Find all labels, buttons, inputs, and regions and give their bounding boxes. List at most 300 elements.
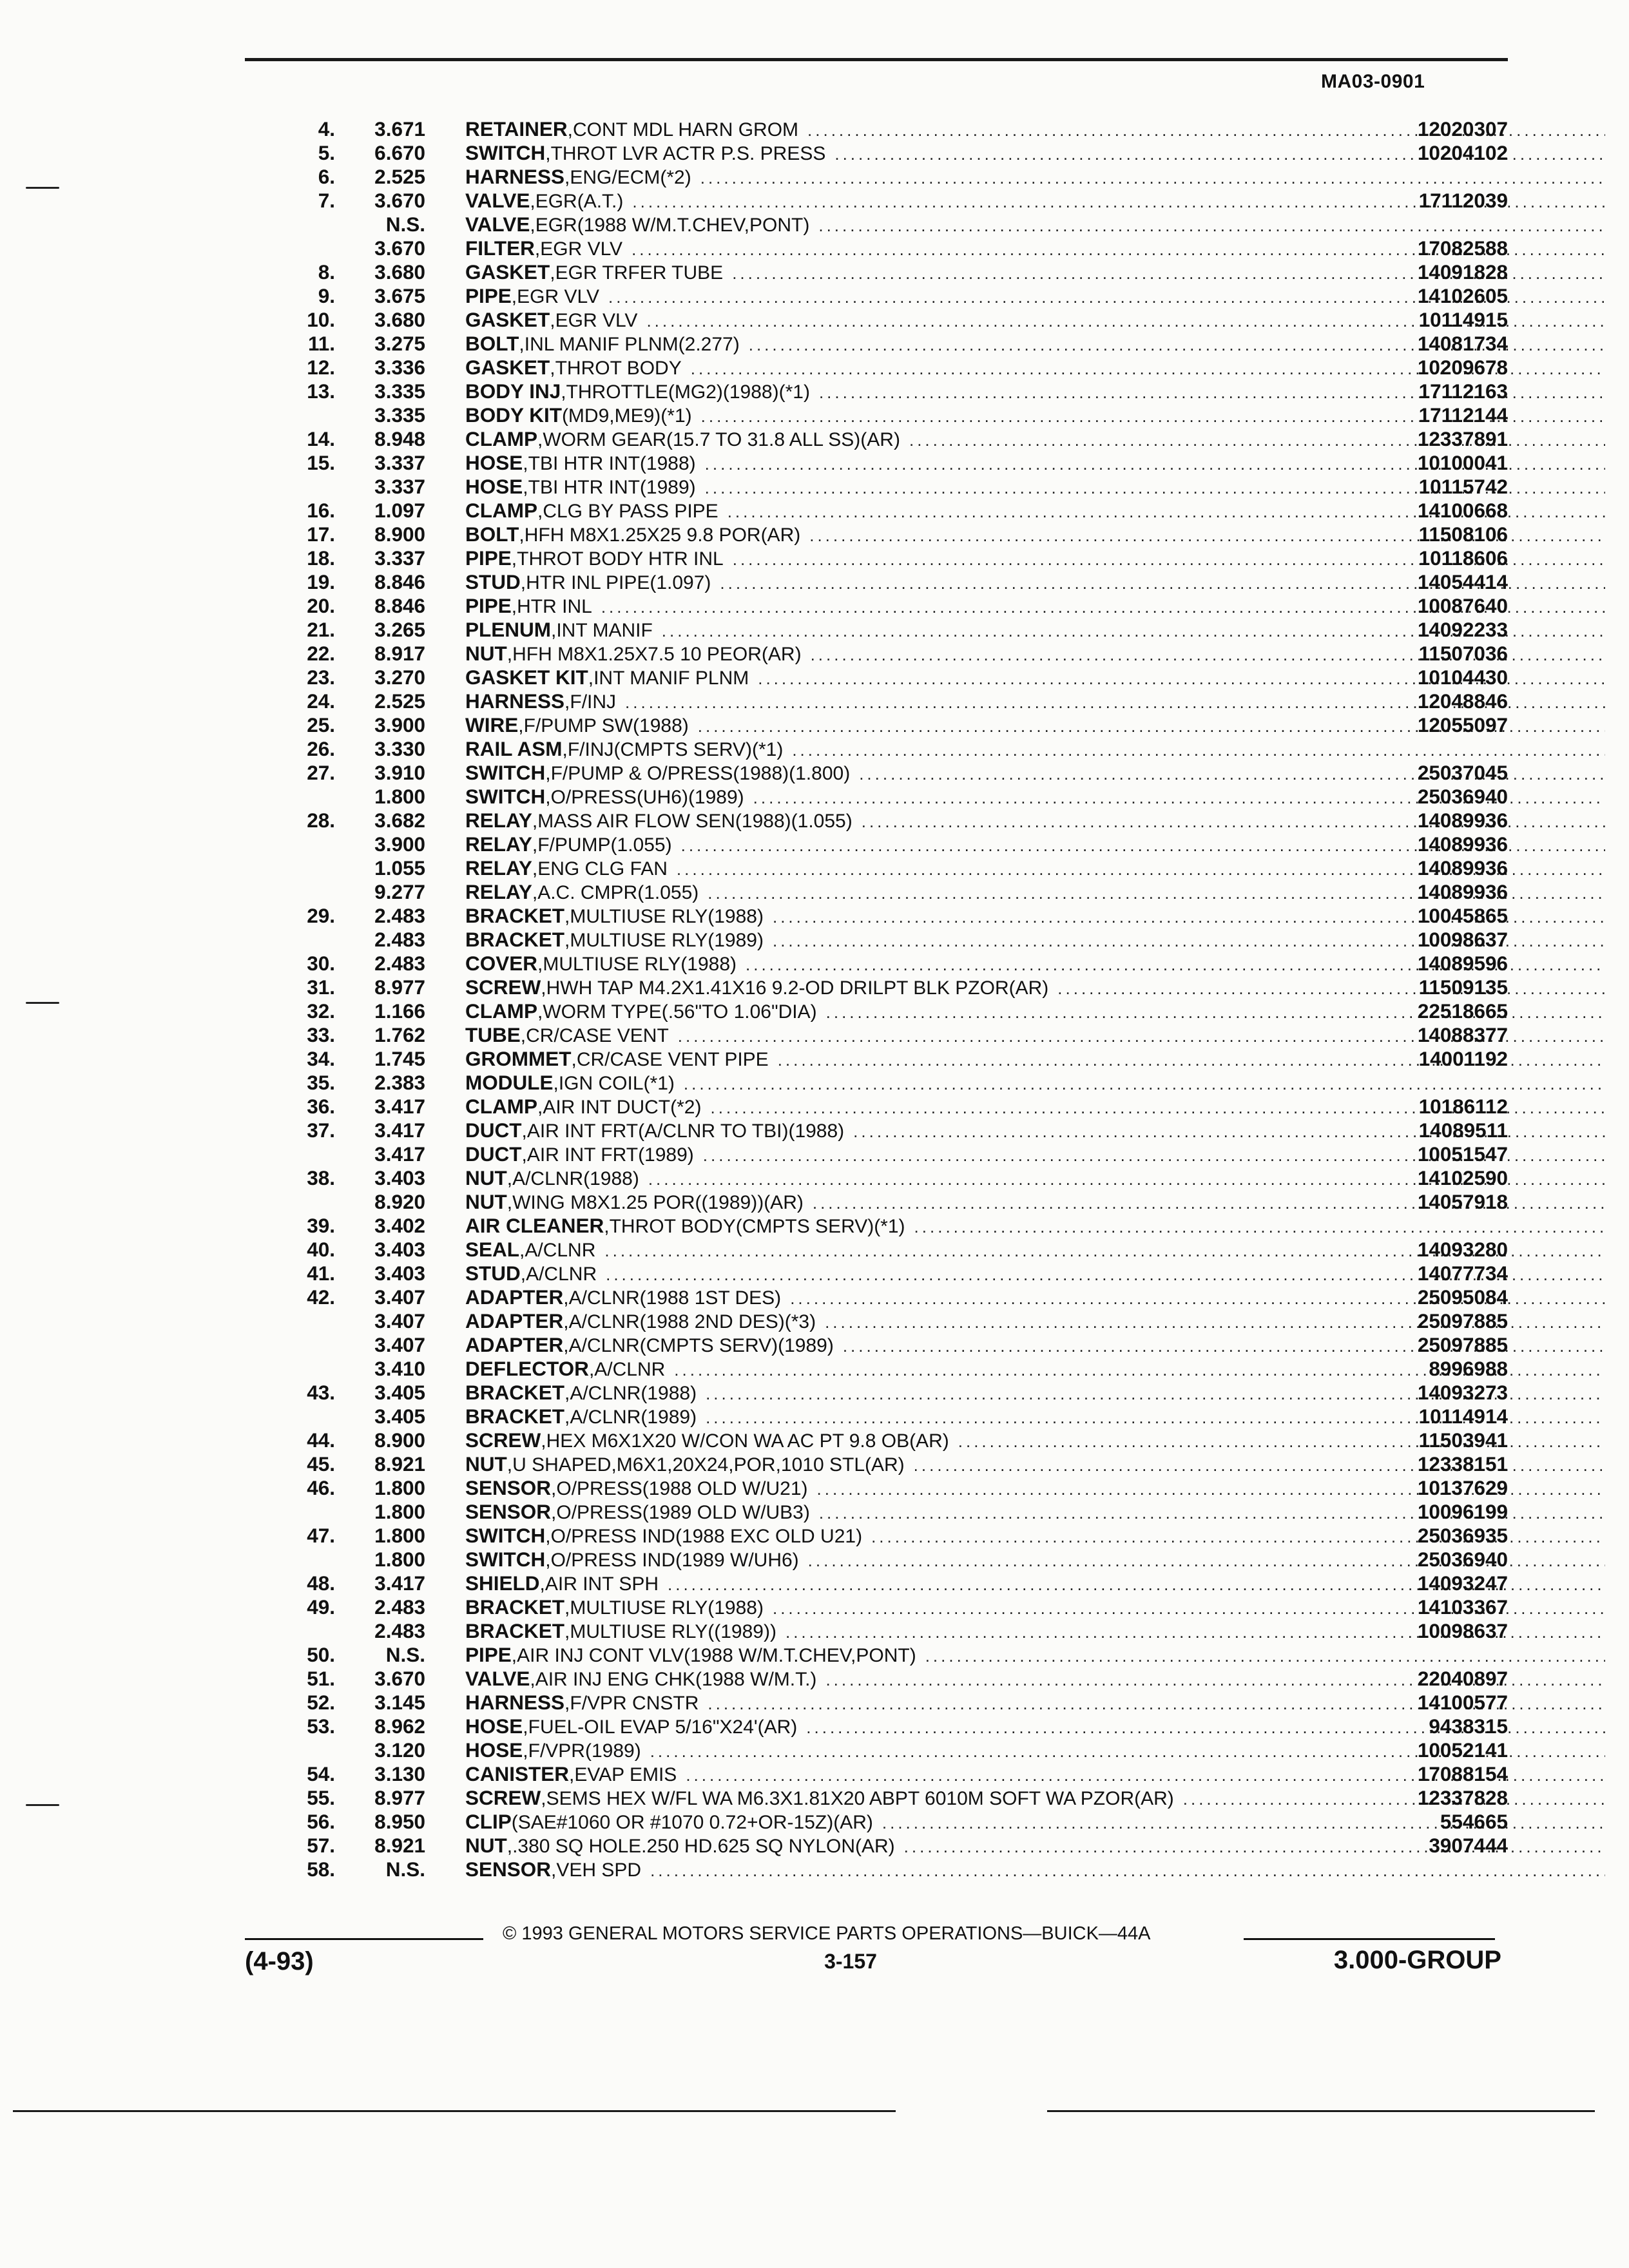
part-number: 10045865 (1417, 904, 1508, 927)
part-row (245, 1023, 1508, 1047)
part-spec: ,.380 SQ HOLE.250 HD.625 SQ NYLON(AR) (506, 1836, 895, 1857)
group-number: 1.800 (374, 1500, 425, 1523)
part-number: 25036935 (1417, 1524, 1508, 1547)
group-number: 2.483 (374, 928, 425, 951)
part-row (245, 380, 1508, 403)
part-number: 14092233 (1417, 618, 1508, 641)
part-row (245, 236, 1508, 260)
part-row (245, 1810, 1508, 1834)
margin-mark (26, 1002, 59, 1004)
ref-number: 51. (307, 1667, 335, 1690)
part-spec: (SAE#1060 OR #1070 0.72+OR-15Z)(AR) (511, 1812, 873, 1833)
ref-number: 48. (307, 1571, 335, 1595)
ref-number: 43. (307, 1381, 335, 1404)
group-number: 3.680 (374, 308, 425, 331)
part-name: NUT (465, 1452, 507, 1475)
group-number: 3.402 (374, 1214, 425, 1237)
group-number: 3.145 (374, 1691, 425, 1714)
part-spec: ,AIR INT FRT(A/CLNR TO TBI)(1988) (521, 1120, 845, 1142)
group-number: 1.800 (374, 1548, 425, 1571)
part-spec: ,INT MANIF PLNM (588, 668, 749, 689)
part-number: 14102605 (1417, 284, 1508, 307)
group-number: 3.417 (374, 1142, 425, 1166)
part-number: 10087640 (1417, 594, 1508, 617)
dot-leader (684, 1072, 1605, 1096)
part-name: VALVE (465, 189, 530, 212)
part-name: BOLT (465, 332, 519, 355)
part-number: 10114915 (1418, 308, 1508, 331)
copyright-notice: © 1993 GENERAL MOTORS SERVICE PARTS OPERATIONS—BUICK—44A (503, 1923, 1151, 1944)
part-name: HOSE (465, 475, 523, 498)
group-number: 3.337 (374, 451, 425, 474)
part-name: SENSOR (465, 1500, 552, 1523)
part-number: 12337891 (1417, 427, 1508, 450)
group-number: 2.383 (374, 1071, 425, 1094)
part-spec: ,AIR INT DUCT(*2) (537, 1097, 702, 1118)
group-number: 8.950 (374, 1810, 425, 1833)
part-spec: ,O/PRESS IND(1988 EXC OLD U21) (545, 1526, 863, 1547)
part-row (245, 213, 1508, 236)
part-row (245, 1381, 1508, 1405)
part-row (245, 189, 1508, 213)
group-number: 2.483 (374, 1619, 425, 1642)
part-row (245, 1715, 1508, 1738)
part-name: RELAY (465, 880, 532, 903)
part-row (245, 1786, 1508, 1810)
part-number: 14001192 (1418, 1047, 1508, 1070)
group-number: 8.921 (374, 1452, 425, 1475)
part-name: NUT (465, 1834, 507, 1857)
part-spec: ,THROTTLE(MG2)(1988)(*1) (561, 381, 810, 403)
part-number: 17112163 (1418, 380, 1508, 403)
part-description (465, 1858, 1609, 1883)
part-row (245, 1595, 1508, 1619)
ref-number: 28. (307, 809, 335, 832)
ref-number: 34. (307, 1047, 335, 1070)
ref-number: 16. (307, 499, 335, 522)
group-number: 1.762 (374, 1023, 425, 1046)
page-code: MA03-0901 (1321, 71, 1425, 92)
part-spec: ,O/PRESS(1989 OLD W/UB3) (551, 1502, 810, 1523)
group-number: 1.097 (374, 499, 425, 522)
part-row (245, 451, 1508, 475)
group-number: 1.055 (374, 856, 425, 879)
part-row (245, 856, 1508, 880)
part-number: 25036940 (1417, 785, 1508, 808)
part-spec: ,TBI HTR INT(1988) (523, 453, 696, 474)
group-number: 8.900 (374, 1428, 425, 1452)
ref-number: 36. (307, 1095, 335, 1118)
margin-mark (26, 1804, 59, 1806)
group-number: 1.745 (374, 1047, 425, 1070)
part-name: SWITCH (465, 1524, 546, 1547)
part-number: 17112144 (1418, 403, 1508, 427)
part-row (245, 713, 1508, 737)
dot-leader (792, 738, 1605, 762)
part-spec: ,SEMS HEX W/FL WA M6.3X1.81X20 ABPT 6010M SOFT WA PZOR(AR) (541, 1788, 1174, 1809)
part-number: 3907444 (1429, 1834, 1508, 1857)
part-number: 12048846 (1417, 689, 1508, 713)
group-number: 3.403 (374, 1166, 425, 1189)
group-number: 3.335 (374, 380, 425, 403)
part-name: CANISTER (465, 1762, 570, 1785)
part-name: CLAMP (465, 427, 537, 450)
part-number: 14054414 (1417, 570, 1508, 593)
ref-number: 12. (307, 356, 335, 379)
part-name: PIPE (465, 284, 512, 307)
part-name: BRACKET (465, 1381, 564, 1404)
part-row (245, 165, 1508, 189)
part-spec: ,THROT BODY HTR INL (511, 548, 724, 570)
group-number: 8.977 (374, 975, 425, 999)
part-number: 10204102 (1417, 141, 1508, 164)
ref-number: 55. (307, 1786, 335, 1809)
group-number: 3.910 (374, 761, 425, 784)
part-spec: ,TBI HTR INT(1989) (523, 477, 696, 498)
group-number: 3.337 (374, 475, 425, 498)
part-row (245, 1548, 1508, 1571)
group-number: 3.407 (374, 1309, 425, 1332)
part-number: 10104430 (1417, 666, 1508, 689)
group-number: 2.483 (374, 952, 425, 975)
part-row (245, 1333, 1508, 1357)
group-number: 3.275 (374, 332, 425, 355)
group-number: 3.270 (374, 666, 425, 689)
ref-number: 11. (307, 332, 335, 355)
ref-number: 22. (307, 642, 335, 665)
part-spec: ,F/VPR CNSTR (564, 1693, 699, 1714)
part-spec: ,A/CLNR (520, 1264, 597, 1285)
group-number: 2.525 (374, 165, 425, 188)
ref-number: 29. (307, 904, 335, 927)
part-number: 10186112 (1418, 1095, 1508, 1118)
part-spec: ,EGR(1988 W/M.T.CHEV,PONT) (530, 215, 810, 236)
part-spec: ,WING M8X1.25 POR((1989))(AR) (506, 1192, 804, 1213)
group-number: 3.410 (374, 1357, 425, 1380)
part-spec: ,O/PRESS(UH6)(1989) (545, 787, 744, 808)
part-spec: ,MULTIUSE RLY(1989) (564, 930, 764, 951)
part-name: GASKET (465, 260, 550, 284)
part-spec: ,MULTIUSE RLY(1988) (564, 1597, 764, 1619)
group-number: 3.330 (374, 737, 425, 760)
part-number: 25097885 (1417, 1309, 1508, 1332)
part-row (245, 666, 1508, 689)
part-row (245, 761, 1508, 785)
part-row (245, 928, 1508, 952)
part-name: STUD (465, 570, 521, 593)
part-row (245, 403, 1508, 427)
part-spec: ,CR/CASE VENT (520, 1025, 669, 1046)
part-name: SENSOR (465, 1476, 552, 1499)
group-number: 3.682 (374, 809, 425, 832)
part-number: 22518665 (1417, 999, 1508, 1023)
part-spec: ,AIR INJ CONT VLV(1988 W/M.T.CHEV,PONT) (511, 1645, 916, 1666)
part-spec: ,HTR INL (511, 596, 592, 617)
part-row (245, 904, 1508, 928)
part-number: 25097885 (1417, 1333, 1508, 1356)
ref-number: 31. (307, 975, 335, 999)
part-row (245, 1619, 1508, 1643)
part-name: GASKET (465, 308, 550, 331)
group-number: 8.920 (374, 1190, 425, 1213)
ref-number: 40. (307, 1238, 335, 1261)
part-spec: ,ENG CLG FAN (532, 858, 668, 879)
top-rule (245, 58, 1508, 61)
part-name: SWITCH (465, 1548, 546, 1571)
part-spec: ,F/PUMP(1.055) (532, 834, 672, 856)
ref-number: 26. (307, 737, 335, 760)
part-row (245, 1405, 1508, 1428)
part-row (245, 1500, 1508, 1524)
dot-leader (925, 1644, 1605, 1668)
part-row (245, 284, 1508, 308)
part-spec: ,IGN COIL(*1) (553, 1073, 675, 1094)
part-name: BODY INJ (465, 380, 561, 403)
part-name: PIPE (465, 546, 512, 570)
group-number: 8.917 (374, 642, 425, 665)
part-number: 22040897 (1417, 1667, 1508, 1690)
group-number: 3.900 (374, 832, 425, 856)
bottom-rule (1047, 2110, 1595, 2112)
part-name: RELAY (465, 809, 532, 832)
part-number: 10209678 (1417, 356, 1508, 379)
part-number: 25036940 (1417, 1548, 1508, 1571)
part-row (245, 523, 1508, 546)
part-row (245, 1571, 1508, 1595)
ref-number: 38. (307, 1166, 335, 1189)
bottom-rule (13, 2110, 896, 2112)
part-number: 10096199 (1417, 1500, 1508, 1523)
part-number: 17088154 (1417, 1762, 1508, 1785)
ref-number: 56. (307, 1810, 335, 1833)
ref-number: 58. (307, 1858, 335, 1881)
ref-number: 54. (307, 1762, 335, 1785)
part-spec: ,VEH SPD (551, 1860, 642, 1881)
part-row (245, 1047, 1508, 1071)
part-name: RETAINER (465, 117, 568, 140)
part-number: 10115742 (1418, 475, 1508, 498)
ref-number: 4. (318, 117, 335, 140)
group-number: 2.483 (374, 904, 425, 927)
part-row (245, 1214, 1508, 1238)
part-spec: ,HWH TAP M4.2X1.41X16 9.2-OD DRILPT BLK PZOR(AR) (541, 977, 1049, 999)
footer-rule-left (245, 1938, 483, 1940)
ref-number: 41. (307, 1262, 335, 1285)
ref-number: 5. (318, 141, 335, 164)
part-row (245, 1262, 1508, 1285)
part-row (245, 1095, 1508, 1119)
part-number: 14103367 (1417, 1595, 1508, 1619)
part-name: STUD (465, 1262, 521, 1285)
part-row (245, 1691, 1508, 1715)
part-row (245, 809, 1508, 832)
part-name: SCREW (465, 975, 541, 999)
part-number: 14077734 (1417, 1262, 1508, 1285)
part-name: BRACKET (465, 928, 564, 951)
part-name: VALVE (465, 213, 530, 236)
part-row (245, 618, 1508, 642)
part-row (245, 141, 1508, 165)
group-number: 8.948 (374, 427, 425, 450)
group-number: 1.800 (374, 1524, 425, 1547)
ref-number: 13. (307, 380, 335, 403)
part-spec: ,THROT BODY (550, 358, 682, 379)
part-name: HARNESS (465, 165, 565, 188)
dot-leader (914, 1215, 1605, 1239)
ref-number: 7. (318, 189, 335, 212)
ref-number: 25. (307, 713, 335, 736)
part-name: NUT (465, 642, 507, 665)
ref-number: 39. (307, 1214, 335, 1237)
part-number: 554665 (1440, 1810, 1508, 1833)
part-number: 12338151 (1417, 1452, 1508, 1475)
part-spec: ,AIR INT SPH (539, 1573, 659, 1595)
part-row (245, 1166, 1508, 1190)
part-description (465, 213, 1609, 238)
part-row (245, 785, 1508, 809)
part-number: 14089936 (1417, 880, 1508, 903)
part-number: 14088377 (1417, 1023, 1508, 1046)
part-row (245, 546, 1508, 570)
part-spec: ,HFH M8X1.25X7.5 10 PEOR(AR) (506, 644, 802, 665)
part-spec: ,MASS AIR FLOW SEN(1988)(1.055) (532, 811, 853, 832)
ref-number: 46. (307, 1476, 335, 1499)
group-number: 3.417 (374, 1571, 425, 1595)
group-number: 8.846 (374, 570, 425, 593)
ref-number: 35. (307, 1071, 335, 1094)
part-row (245, 832, 1508, 856)
part-number: 12020307 (1417, 117, 1508, 140)
dot-leader (958, 1430, 1605, 1454)
part-row (245, 1190, 1508, 1214)
part-number: 14100668 (1417, 499, 1508, 522)
part-number: 25037045 (1417, 761, 1508, 784)
part-row (245, 1071, 1508, 1095)
ref-number: 18. (307, 546, 335, 570)
part-number: 14089936 (1417, 832, 1508, 856)
part-name: HOSE (465, 1738, 523, 1762)
group-number: 3.336 (374, 356, 425, 379)
part-name: HOSE (465, 1715, 523, 1738)
ref-number: 15. (307, 451, 335, 474)
part-name: SEAL (465, 1238, 520, 1261)
part-name: FILTER (465, 236, 535, 260)
part-row (245, 308, 1508, 332)
part-spec: ,THROT LVR ACTR P.S. PRESS (545, 143, 826, 164)
part-number: 10118606 (1418, 546, 1508, 570)
group-number: 3.675 (374, 284, 425, 307)
part-spec: ,HFH M8X1.25X25 9.8 POR(AR) (519, 524, 801, 546)
group-number: 1.800 (374, 1476, 425, 1499)
part-name: SENSOR (465, 1858, 552, 1881)
group-number: 3.680 (374, 260, 425, 284)
group-number: 2.483 (374, 1595, 425, 1619)
ref-number: 21. (307, 618, 335, 641)
part-name: BODY KIT (465, 403, 562, 427)
part-row (245, 1428, 1508, 1452)
part-name: CLAMP (465, 999, 537, 1023)
part-name: HOSE (465, 451, 523, 474)
part-spec: ,AIR INT FRT(1989) (521, 1144, 694, 1166)
part-row (245, 1357, 1508, 1381)
group-number: 3.337 (374, 546, 425, 570)
part-row (245, 1142, 1508, 1166)
margin-mark (26, 187, 59, 189)
part-number: 9438315 (1429, 1715, 1508, 1738)
part-row (245, 880, 1508, 904)
part-row (245, 332, 1508, 356)
part-name: HARNESS (465, 1691, 565, 1714)
part-number: 14100577 (1417, 1691, 1508, 1714)
part-description (465, 1071, 1609, 1096)
part-spec: ,A.C. CMPR(1.055) (532, 882, 699, 903)
part-number: 14081734 (1417, 332, 1508, 355)
ref-number: 32. (307, 999, 335, 1023)
part-number: 17112039 (1418, 189, 1508, 212)
group-number: 6.670 (374, 141, 425, 164)
ref-number: 8. (318, 260, 335, 284)
part-spec: (MD9,ME9)(*1) (561, 405, 692, 427)
part-row (245, 499, 1508, 523)
part-name: SWITCH (465, 761, 546, 784)
part-name: PIPE (465, 1643, 512, 1666)
group-number: 3.407 (374, 1285, 425, 1309)
part-spec: ,HEX M6X1X20 W/CON WA AC PT 9.8 OB(AR) (541, 1430, 949, 1452)
group-label: 3.000-GROUP (1333, 1946, 1501, 1974)
part-spec: ,MULTIUSE RLY((1989)) (564, 1621, 776, 1642)
part-number: 14091828 (1417, 260, 1508, 284)
part-row (245, 952, 1508, 975)
part-spec: ,EGR(A.T.) (530, 191, 624, 212)
part-name: AIR CLEANER (465, 1214, 604, 1237)
group-number: 8.921 (374, 1834, 425, 1857)
ref-number: 17. (307, 523, 335, 546)
part-number: 11507036 (1418, 642, 1508, 665)
part-row (245, 570, 1508, 594)
part-spec: ,MULTIUSE RLY(1988) (537, 954, 737, 975)
ref-number: 37. (307, 1119, 335, 1142)
part-row (245, 975, 1508, 999)
part-number: 25095084 (1417, 1285, 1508, 1309)
group-number: 9.277 (374, 880, 425, 903)
part-number: 11508106 (1418, 523, 1508, 546)
part-number: 10137629 (1417, 1476, 1508, 1499)
part-spec: ,WORM TYPE(.56"TO 1.06"DIA) (537, 1001, 817, 1023)
group-number: 3.417 (374, 1119, 425, 1142)
part-description (465, 1643, 1609, 1668)
part-spec: ,F/INJ(CMPTS SERV)(*1) (562, 739, 784, 760)
part-spec: ,F/INJ (564, 691, 617, 713)
group-number: 3.265 (374, 618, 425, 641)
part-name: CLIP (465, 1810, 512, 1833)
part-name: CLAMP (465, 1095, 537, 1118)
part-number: 14093280 (1417, 1238, 1508, 1261)
part-name: ADAPTER (465, 1285, 564, 1309)
ref-number: 49. (307, 1595, 335, 1619)
part-spec: ,EGR TRFER TUBE (550, 262, 724, 284)
part-name: RELAY (465, 832, 532, 856)
ref-number: 23. (307, 666, 335, 689)
part-row (245, 1119, 1508, 1142)
part-name: BRACKET (465, 1405, 564, 1428)
part-row (245, 1309, 1508, 1333)
ref-number: 42. (307, 1285, 335, 1309)
part-number: 8996988 (1429, 1357, 1508, 1380)
ref-number: 33. (307, 1023, 335, 1046)
part-number: 11503941 (1418, 1428, 1508, 1452)
part-number: 14057918 (1417, 1190, 1508, 1213)
part-row (245, 1285, 1508, 1309)
